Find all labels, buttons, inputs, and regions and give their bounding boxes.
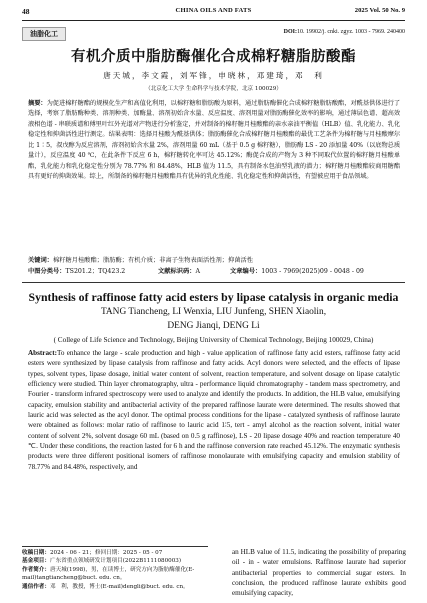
abstract-zh: [28, 99, 400, 183]
abstract-en: [28, 348, 400, 472]
footnotes: [22, 549, 212, 591]
title-en: Synthesis of raffinose fatty acid esters by lipase catalysis in organic media: [28, 290, 399, 304]
doi-value: 10. 19902/j. cnki. zgyz. 1003 - 7969. 240400: [297, 29, 405, 35]
footnote-corresponding: 通信作者：邓 利，教授，博士(E-mail)dengli@buct. edu. cn。: [22, 583, 189, 590]
authors-en-line2: DENG Jianqi, DENG Li: [167, 321, 260, 331]
title-zh: 有机介质中脂肪酶催化合成棉籽糖脂肪酸酯: [71, 49, 356, 65]
article-id: 文章编号：1003 - 7969(2025)09 - 0048 - 09: [230, 268, 364, 275]
keywords-zh-text: 棉籽糖月桂酸酯；脂肪酶；有机介质；非离子生物表面活性剂；抑菌活性: [53, 257, 253, 264]
footnote-funding: 基金项目：广东省重点领域研发计划项目(2022B1111080003): [22, 558, 182, 565]
abstract-zh-text: 为促进棉籽糖酯的规模化生产和高值化利用，以棉籽糖和脂肪酸为原料，通过脂肪酶催化合成棉籽糖脂肪酸酯，对酰基供体进行了选择，考察了脂肪酶种类、溶剂种类、加酶量、溶剂初始含水量、反应温度、溶剂用量对脂肪酶催化效率的影响，通过薄层色谱、超高效液相色谱 - 串联质谱和傅里叶红外光谱对产物进行分析鉴定，并对制备的棉籽糖月桂酸酯的亲水亲油平衡值（HLB）值、乳化能力、乳化稳定性和抑菌活性进行测定。结果表明：选择月桂酸为酰基供体；脂肪酶催化合成棉籽糖月桂酸酯的最优工艺条件为棉籽糖与月桂酸摩尔比 1∶5，叔戊醇为反应溶剂，溶剂初始含水量 2%，溶剂用量 60 mL（基于 0.5 g 棉籽糖），脂肪酶 LS - 20 添加量 40%（以底物总质量计），反应温度 40 ℃，在此条件下反应 6 h，棉籽糖转化率可达 45.12%；酶促合成的产物为 3 种不同取代位置的棉籽糖月桂酸单酯，乳化能力和乳化稳定性分别为 78.77% 和 84.48%，HLB 值为 11.5，具有制备水包油型乳液的潜力；棉籽糖月桂酸酯较商用糖酯具有更好的抑菌效果。综上，所制备的棉籽糖月桂酸酯具有优异的乳化性能、乳化稳定性和抑菌活性，有望被应用于食品领域。: [28, 100, 401, 181]
keywords-zh: [28, 256, 400, 266]
journal-name: CHINA OILS AND FATS: [175, 7, 252, 14]
authors-zh: 唐天城，李文霞，刘军锋，申晓林，邓建琦，邓 利: [103, 71, 324, 80]
section-divider: [22, 282, 405, 283]
abstract-en-continued: an HLB value of 11.5, indicating the possibility of preparing oil - in - water emulsions. Raffinose laurate had superior antibacterial properties to commercial sugar esters. In conclusion, the produced raffinose laurate exhibits good emulsifying capacity,: [232, 548, 406, 598]
abstract-en-text: To enhance the large - scale production and high - value application of raffinose fatty acid esters, raffinose fatty acid esters were synthesized by lipase catalysis from raffinose and fatty acids. Acyl donors were selected, and the effects of lipase types, solvent types, lipase dosage, initial water content of solvent, reaction temperature, and solvent dosage on lipase catalytic efficiency were studied. Thin layer chromatography, ultra - performance liquid chromatography - tandem mass spectrometry, and Fourier - transform infrared spectroscopy were used to analyze and identify the products. In addition, the HLB value, emulsifying capacity, emulsion stability and antibacterial activity of the prepared raffinose laurate were determined. The results showed that lauric acid was selected as the acyl donor. The optimal process conditions for the lipase - catalyzed synthesis of raffinose laurate were obtained as follows: molar ratio of raffinose to lauric acid 1∶5, tert - amyl alcohol as the reaction solvent, initial water content of solvent 2%, solvent dosage 60 mL (based on 0.5 g raffinose), LS - 20 lipase dosage 40% and reaction temperature 40 ℃. Under these conditions, the reaction lasted for 6 h and the raffinose conversion rate reached 45.12%. The enzymatic synthesis products were three different positional isomers of raffinose monolaurate with emulsifying capacity and emulsion stability of 78.77% and 84.48%, respectively, and: [28, 349, 400, 471]
page-number: 48: [22, 7, 30, 16]
footnote-author-bio: 作者简介：唐天城(1998)，男，在读博士，研究方向为脂肪酶催化(E-mail)tangtiancheng@buct. edu. cn。: [22, 566, 195, 582]
abstract-en-label: Abstract:: [28, 349, 57, 357]
clc-code: 中图分类号：TS201.2；TQ423.2: [28, 268, 126, 275]
running-header: [0, 7, 427, 19]
footnote-rule: [22, 546, 208, 547]
affiliation-en: ( College of Life Science and Technology, Beijing University of Chemical Technology, Beijing 100029, China): [53, 336, 374, 344]
document-code: 文献标识码：A: [158, 268, 201, 275]
authors-en-line1: TANG Tiancheng, LI Wenxia, LIU Junfeng, SHEN Xiaolin,: [100, 307, 327, 317]
doi-label: DOI:: [283, 29, 297, 35]
volume-issue: 2025 Vol. 50 No. 9: [354, 7, 405, 14]
keywords-zh-label: 关键词：: [28, 257, 53, 264]
header-rule: [22, 20, 405, 21]
abstract-zh-label: 摘要：: [28, 100, 47, 107]
section-tag: 油脂化工: [22, 27, 66, 41]
doi: [284, 29, 405, 35]
affiliation-zh: （北京化工大学 生命科学与技术学院，北京 100029）: [145, 86, 282, 92]
footnote-received: 收稿日期：2024 - 06 - 21；修回日期：2025 - 05 - 07: [22, 550, 163, 556]
